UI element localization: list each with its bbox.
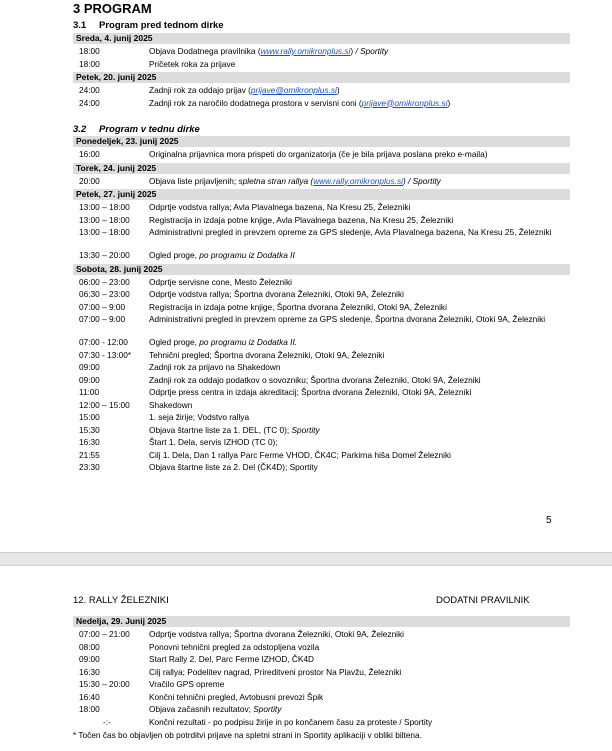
row-time: 16:30 bbox=[79, 666, 100, 677]
row-description bbox=[149, 314, 567, 325]
row-text: Cilj rallya; Podelitev nagrad, Prireditveni prostor Na Plavžu, Železniki bbox=[149, 666, 402, 677]
row-description bbox=[149, 437, 567, 448]
row-description bbox=[149, 302, 567, 313]
row-time: 13:00 – 18:00 bbox=[79, 202, 130, 212]
day-header: Torek, 24. junij 2025 bbox=[73, 163, 570, 174]
row-description bbox=[149, 46, 567, 57]
day-header: Petek, 20. junij 2025 bbox=[73, 72, 570, 83]
row-description bbox=[149, 400, 567, 411]
row-description bbox=[149, 250, 567, 261]
row-text: Objava liste prijavljenih; bbox=[149, 175, 239, 186]
row-description bbox=[149, 692, 567, 703]
row-time: 12:00 – 15:00 bbox=[79, 399, 130, 410]
row-text: ) bbox=[447, 97, 451, 108]
row-time: 20:00 bbox=[79, 175, 100, 186]
day-header: Sobota, 28. junij 2025 bbox=[73, 264, 570, 275]
row-description bbox=[149, 289, 567, 300]
row-description bbox=[149, 149, 567, 160]
row-text: Registracija in izdaja potne knjige, Avla Plavalnega bazena, Na Kresu 25, Železniki bbox=[149, 214, 454, 225]
row-time: 24:00 bbox=[79, 97, 100, 108]
row-text: Zadnji rok za naročilo dodatnega prostora v servisni coni ( bbox=[149, 97, 362, 108]
row-text: Končni tehnični pregled, Avtobusni prevozi Špik bbox=[149, 691, 324, 702]
row-italic-text: po programu iz Dodatka II bbox=[199, 250, 295, 260]
row-description bbox=[149, 59, 567, 70]
row-time: 06:30 – 23:00 bbox=[79, 289, 130, 299]
row-text: Štart 1. Dela, servis IZHOD (TC 0); bbox=[149, 437, 278, 447]
page-separator bbox=[0, 552, 612, 566]
row-description bbox=[149, 679, 567, 690]
row-time: 13:00 – 18:00 bbox=[79, 227, 130, 237]
day-header: Sreda, 4. junij 2025 bbox=[73, 33, 570, 44]
row-time: 15:00 bbox=[79, 412, 100, 422]
row-text: Zadnji rok za oddajo prijav ( bbox=[149, 85, 251, 95]
row-text: Odprtje servisne cone, Mesto Železniki bbox=[149, 276, 292, 287]
row-time: 16:00 bbox=[79, 149, 100, 159]
row-text: Zadnji rok za oddajo podatkov o sovozniku; Športna dvorana Železniki, Otoki 9A, Železniki bbox=[149, 374, 481, 385]
day-header: Ponedeljek, 23. junij 2025 bbox=[73, 136, 570, 147]
footnote: * Točen čas bo objavljen ob potrditvi prijave na spletni strani in Sportity aplikaciji v obliki biltena. bbox=[73, 730, 422, 740]
row-text: ) bbox=[336, 85, 340, 95]
row-description bbox=[149, 227, 567, 238]
row-text: Ponovni tehnični pregled za odstopljena vozila bbox=[149, 641, 320, 652]
day-header: Nedelja, 29. Junij 2025 bbox=[73, 616, 570, 627]
row-time: 07:00 – 9:00 bbox=[79, 314, 126, 324]
row-text: Objava štartne liste za 1. DEL, (TC 0); bbox=[149, 424, 292, 435]
row-description bbox=[149, 412, 567, 423]
row-time: 18:00 bbox=[79, 704, 100, 714]
row-link[interactable]: prijave@omikronplus.si bbox=[361, 97, 448, 108]
row-italic-text: spletna stran rallya ( bbox=[238, 175, 314, 186]
row-text: Odprtje vodstva rallya; Športna dvorana Železniki, Otoki 9A, Železniki bbox=[149, 629, 405, 639]
row-description bbox=[149, 629, 567, 640]
row-text: Odprtje vodstva rallya; Avla Plavalnega bazena, Na Kresu 25, Železniki bbox=[149, 202, 411, 212]
subsection-number: 3.1 bbox=[73, 20, 87, 31]
row-text: Start Rally 2. Del, Parc Ferme IZHOD, ČK4D bbox=[149, 654, 315, 664]
row-text: Zadnji rok za prijavo na Shakedown bbox=[149, 362, 281, 372]
doc-header-left: 12. RALLY ŽELEZNIKI bbox=[73, 595, 169, 606]
subsection-label: Program pred tednom dirke bbox=[99, 20, 224, 31]
row-time: 11:00 bbox=[79, 387, 100, 397]
row-description bbox=[149, 654, 567, 665]
row-italic-text: Sportity bbox=[253, 704, 282, 714]
row-description bbox=[149, 375, 567, 386]
row-description bbox=[149, 450, 567, 461]
row-time: 18:00 bbox=[79, 46, 100, 56]
row-time: 09:00 bbox=[79, 362, 100, 372]
row-time: 24:00 bbox=[79, 85, 100, 95]
row-text: Ogled proge, bbox=[149, 337, 200, 347]
row-link[interactable]: www.rally.omikronplus.si bbox=[260, 46, 351, 56]
row-description bbox=[149, 717, 567, 728]
subsection-number: 3.2 bbox=[73, 124, 87, 135]
doc-header-right: DODATNI PRAVILNIK bbox=[436, 595, 530, 606]
row-text: Ogled proge, bbox=[149, 250, 200, 260]
row-time: 13:30 – 20:00 bbox=[79, 250, 130, 260]
row-link[interactable]: prijave@omikronplus.si bbox=[250, 85, 337, 95]
row-description bbox=[149, 202, 567, 213]
row-text: Odprtje vodstva rallya; Športna dvorana Železniki, Otoki 9A, Železniki bbox=[149, 289, 405, 299]
row-italic-text: Sportity bbox=[291, 424, 320, 435]
subsection-label: Program v tednu dirke bbox=[99, 124, 200, 135]
row-time: 15:30 bbox=[79, 424, 100, 435]
row-time: 07:00 – 21:00 bbox=[79, 629, 130, 639]
row-time: 18:00 bbox=[79, 58, 100, 69]
row-text: Cilj 1. Dela, Dan 1 rallya Parc Ferme VHOD, ČK4C; Parkirna hiša Domel Železniki bbox=[149, 449, 452, 460]
row-text: Originalna prijavnica mora prispeti do organizatorja (če je bila prijava poslana preko e-maila) bbox=[149, 149, 488, 159]
row-time: 15:30 – 20:00 bbox=[79, 679, 130, 689]
row-time: 08:00 bbox=[79, 641, 100, 652]
row-description bbox=[149, 425, 567, 436]
row-description bbox=[149, 85, 567, 96]
row-time: 07:00 – 9:00 bbox=[79, 301, 126, 312]
row-description bbox=[149, 337, 567, 348]
row-text: ) bbox=[350, 46, 356, 56]
row-text: Objava začasnih rezultatov; bbox=[149, 704, 254, 714]
row-time: 07:30 - 13:00* bbox=[79, 349, 132, 360]
day-header: Petek, 27. junij 2025 bbox=[73, 189, 570, 200]
row-description bbox=[149, 277, 567, 288]
row-time: 13:00 – 18:00 bbox=[79, 214, 130, 225]
row-text: Administrativni pregled in prevzem opreme za GPS sledenje, Športna dvorana Železniki, Otoki 9A, Železniki bbox=[149, 314, 546, 324]
row-description bbox=[149, 642, 567, 653]
row-text: Objava štartne liste za 2. Del (ČK4D); Sportity bbox=[149, 462, 318, 472]
section-title: 3 PROGRAM bbox=[73, 1, 152, 16]
row-text: Pričetek roka za prijave bbox=[149, 58, 236, 69]
row-description bbox=[149, 98, 567, 109]
row-time: 16:30 bbox=[79, 437, 100, 447]
row-time: 06:00 – 23:00 bbox=[79, 276, 130, 287]
row-time: 21:55 bbox=[79, 449, 100, 460]
row-time: 07:00 - 12:00 bbox=[79, 337, 128, 347]
row-description bbox=[149, 387, 567, 398]
row-italic-text: / Sportity bbox=[355, 46, 389, 56]
page-number: 5 bbox=[546, 515, 552, 526]
row-time: 09:00 bbox=[79, 654, 100, 664]
row-description bbox=[149, 462, 567, 473]
row-description bbox=[149, 704, 567, 715]
row-time: 23:30 bbox=[79, 462, 100, 472]
row-italic-text: po programu iz Dodatka II. bbox=[199, 337, 298, 347]
row-text: Vračilo GPS opreme bbox=[149, 679, 225, 689]
row-text: 1. seja žirije; Vodstvo rallya bbox=[149, 412, 250, 422]
row-description bbox=[149, 350, 567, 361]
row-text: Odprtje press centra in izdaja akreditacij; Športna dvorana Železniki, Otoki 9A, Železniki bbox=[149, 387, 472, 397]
row-text: Objava Dodatnega pravilnika ( bbox=[149, 46, 261, 56]
row-text: Končni rezultati - po podpisu žirije in po končanem času za proteste / Sportity bbox=[149, 716, 433, 727]
row-text: Tehnični pregled; Športna dvorana Železniki, Otoki 9A, Železniki bbox=[149, 349, 385, 360]
row-description bbox=[149, 215, 567, 226]
subsection-title-3-2 bbox=[73, 124, 200, 135]
row-time: 09:00 bbox=[79, 374, 100, 385]
row-time: 16:40 bbox=[79, 691, 100, 702]
subsection-title-3-1 bbox=[73, 20, 224, 31]
row-time: -:- bbox=[103, 716, 111, 727]
row-text: Shakedown bbox=[149, 399, 193, 410]
row-text: ) bbox=[402, 175, 409, 186]
row-italic-text: / Sportity bbox=[408, 175, 441, 186]
row-link[interactable]: www.rally.omikronplus.si bbox=[313, 175, 403, 186]
row-text: Administrativni pregled in prevzem opreme za GPS sledenje, Avla Plavalnega bazena, Na Kresu 25, Železniki bbox=[149, 227, 552, 237]
row-description bbox=[149, 176, 567, 187]
row-description bbox=[149, 667, 567, 678]
row-text: Registracija in izdaja potne knjige, Športna dvorana Železniki, Otoki 9A, Železniki bbox=[149, 301, 447, 312]
row-description bbox=[149, 362, 567, 373]
